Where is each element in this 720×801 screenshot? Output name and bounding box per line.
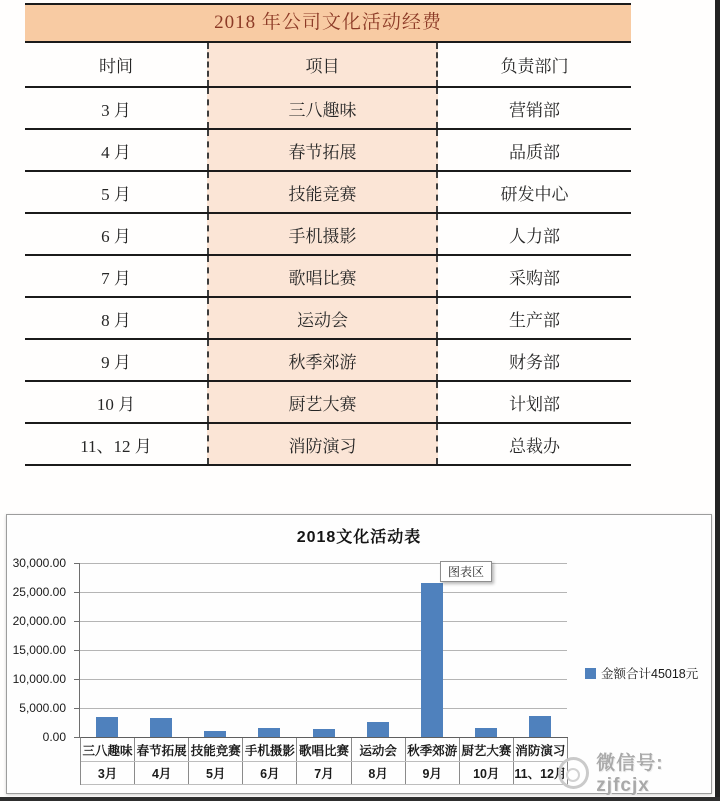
table-cell: 厨艺大赛 [207,382,438,422]
x-label-activity: 消防演习 [514,738,568,761]
table-cell: 采购部 [509,268,560,288]
legend[interactable] [585,664,698,682]
gridline [80,563,567,564]
header-cell-project: 项目 [207,43,438,86]
gridline [80,650,567,651]
gridline [80,708,567,709]
x-label-activity: 运动会 [352,738,406,761]
table-cell: 计划部 [509,394,560,414]
x-label-activity: 三八趣味 [81,738,135,761]
table-cell: 6 月 [101,226,131,246]
table-header-row [25,43,631,88]
table-cell: 研发中心 [500,184,569,204]
y-tick-label: 0.00 [42,730,66,744]
table-cell: 三八趣味 [207,88,438,128]
y-tick-label: 10,000.00 [12,672,66,686]
table-cell: 总裁办 [509,436,560,456]
gridline [80,621,567,622]
y-axis-labels [7,556,80,744]
y-tick [74,650,80,651]
y-tick [74,708,80,709]
y-tick-label: 30,000.00 [12,556,66,570]
table-cell: 运动会 [207,298,438,338]
x-label-activity: 秋季郊游 [406,738,460,761]
legend-label: 金额合计45018元 [601,667,699,681]
bar[interactable] [367,722,389,737]
chart-area-tooltip: 图表区 [440,561,492,582]
table-cell: 财务部 [509,352,560,372]
gridline [80,679,567,680]
table-cell: 歌唱比赛 [207,256,438,296]
x-label-month: 5月 [189,762,243,784]
table-row [25,424,631,466]
table-row [25,256,631,298]
watermark [558,748,720,797]
x-label-month: 3月 [81,762,135,784]
gridline [80,592,567,593]
table-row [25,214,631,256]
chart-title: 2018文化活动表 [296,529,422,546]
y-tick [74,592,80,593]
table-cell: 3 月 [101,100,131,120]
x-label-activity: 春节拓展 [135,738,189,761]
x-axis [80,737,568,785]
x-label-month: 4月 [135,762,189,784]
x-label-month: 8月 [352,762,406,784]
table-cell: 5 月 [101,184,131,204]
x-label-activity: 厨艺大赛 [460,738,514,761]
y-tick [74,563,80,564]
table-cell: 生产部 [509,310,560,330]
wechat-logo-icon [558,757,589,789]
table-cell: 技能竞赛 [207,172,438,212]
x-label-activity: 手机摄影 [243,738,297,761]
table-row [25,88,631,130]
table-row [25,172,631,214]
plot-area[interactable] [80,563,567,737]
table-cell: 7 月 [101,268,131,288]
bar[interactable] [529,716,551,737]
table-rows [25,88,631,466]
table-cell: 消防演习 [207,424,438,464]
x-label-activity: 技能竞赛 [189,738,243,761]
y-tick-label: 15,000.00 [12,643,66,657]
table-title: 2018 年公司文化活动经费 [25,3,631,43]
x-axis-month-row [81,762,568,785]
table-cell: 8 月 [101,310,131,330]
table-row [25,130,631,172]
x-label-month: 7月 [297,762,351,784]
budget-table [25,3,631,466]
bar[interactable] [475,728,497,737]
x-label-month: 11、12月 [514,762,568,784]
table-cell: 品质部 [509,142,560,162]
table-cell: 营销部 [509,100,560,120]
table-cell: 4 月 [101,142,131,162]
x-label-month: 9月 [406,762,460,784]
scan-edge-right [715,0,720,801]
table-cell: 人力部 [509,226,560,246]
table-row [25,340,631,382]
bar[interactable] [150,718,172,737]
table-cell: 手机摄影 [207,214,438,254]
bar[interactable] [258,728,280,737]
header-cell-time: 时间 [99,57,133,76]
table-cell: 10 月 [96,394,136,414]
table-row [25,382,631,424]
y-tick [74,621,80,622]
scan-edge-bottom [0,797,720,801]
x-label-month: 6月 [243,762,297,784]
table-cell: 11、12 月 [80,436,152,456]
y-tick [74,679,80,680]
table-cell: 9 月 [101,352,131,372]
table-row [25,298,631,340]
bar[interactable] [421,583,443,737]
table-cell: 春节拓展 [207,130,438,170]
y-tick-label: 20,000.00 [12,614,66,628]
x-axis-activity-row [81,738,568,762]
watermark-text: 微信号: zjfcjx [596,753,664,796]
legend-swatch-icon [585,668,596,679]
y-tick-label: 25,000.00 [12,585,66,599]
bar[interactable] [313,729,335,737]
header-cell-department: 负责部门 [500,57,569,76]
table-cell: 秋季郊游 [207,340,438,380]
bar[interactable] [96,717,118,737]
x-label-activity: 歌唱比赛 [297,738,351,761]
x-label-month: 10月 [460,762,514,784]
y-tick-label: 5,000.00 [19,701,66,715]
